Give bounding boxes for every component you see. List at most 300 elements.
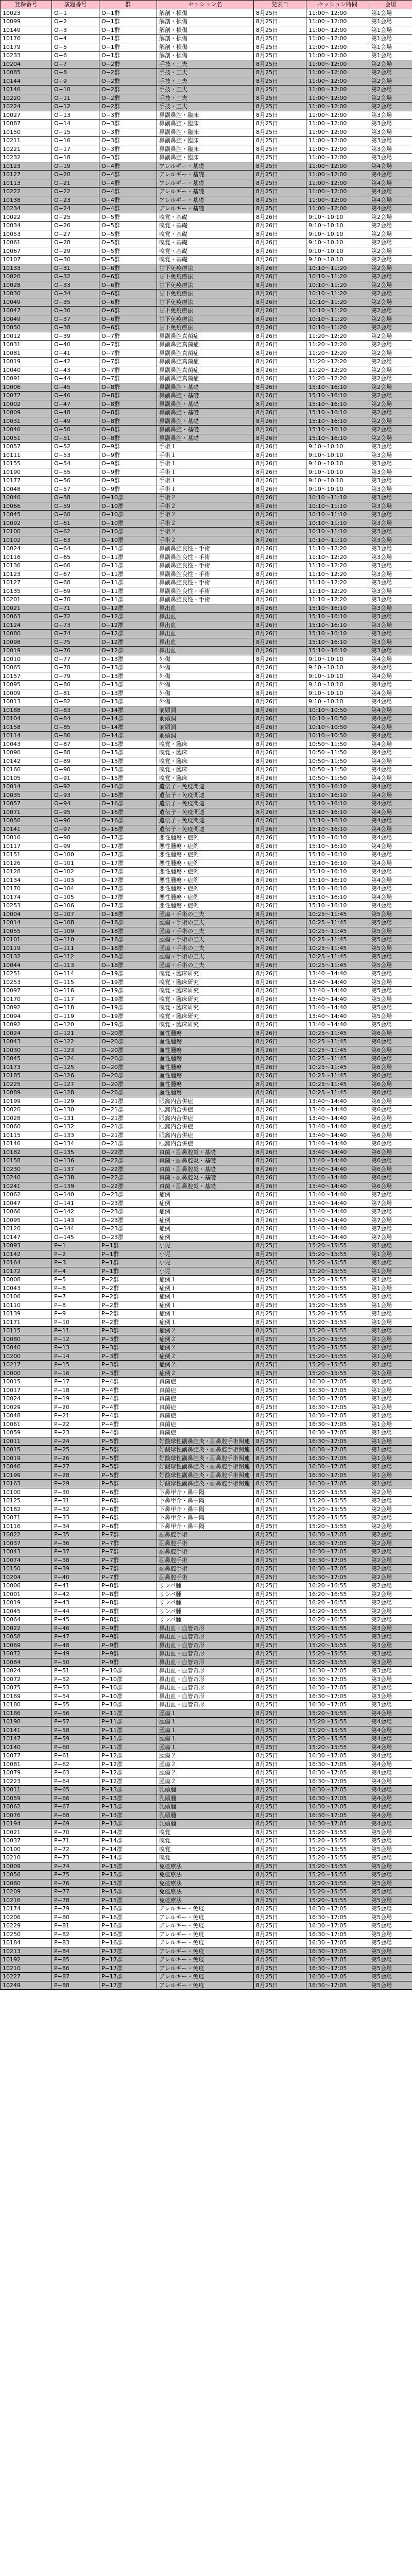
venue-cell: 第5会場 [369, 953, 412, 961]
table-row [1, 77, 412, 86]
table-row [1, 1114, 412, 1123]
date-cell: 8月25日 [254, 1794, 306, 1803]
registration-number-cell: 10114 [1, 732, 52, 740]
time-cell: 9:10〜10:10 [306, 477, 369, 485]
group-cell: P−4群 [99, 1395, 157, 1403]
registration-number-cell: 10008 [1, 1276, 52, 1284]
table-row [1, 613, 412, 621]
abstract-number-cell: O−95 [52, 808, 99, 817]
registration-number-cell: 10135 [1, 587, 52, 596]
registration-number-cell: 10047 [1, 307, 52, 315]
date-cell: 8月25日 [254, 1590, 306, 1599]
session-name-cell: 症例２ [157, 1335, 254, 1344]
registration-number-cell: 10077 [1, 392, 52, 400]
session-name-cell: 免疫療法 [157, 1871, 254, 1879]
registration-number-cell: 10253 [1, 902, 52, 910]
group-cell: P−13群 [99, 1820, 157, 1828]
time-cell: 16:30〜17:05 [306, 1548, 369, 1556]
venue-cell: 第7会場 [369, 1216, 412, 1225]
session-name-cell: 乳頭腫 [157, 1811, 254, 1820]
time-cell: 15:10〜16:10 [306, 902, 369, 910]
date-cell: 8月25日 [254, 1956, 306, 1964]
session-name-cell: アレルギー・基礎 [157, 196, 254, 205]
registration-number-cell: 10090 [1, 749, 52, 757]
registration-number-cell: 10211 [1, 137, 52, 145]
group-cell: P−1群 [99, 1250, 157, 1259]
time-cell: 16:30〜17:05 [306, 1777, 369, 1786]
date-cell: 8月26日 [254, 791, 306, 800]
group-cell: O−12群 [99, 638, 157, 647]
registration-number-cell: 10180 [1, 1701, 52, 1709]
table-row [1, 570, 412, 579]
session-name-cell: 真菌症 [157, 1412, 254, 1420]
venue-cell: 第3会場 [369, 536, 412, 545]
table-row [1, 936, 412, 944]
registration-number-cell: 10198 [1, 1718, 52, 1726]
venue-cell: 第5会場 [369, 936, 412, 944]
venue-cell: 第5会場 [369, 1879, 412, 1888]
table-row [1, 1072, 412, 1080]
table-row [1, 298, 412, 307]
date-cell: 8月26日 [254, 689, 306, 698]
abstract-number-cell: O−118 [52, 1004, 99, 1012]
registration-number-cell: 10098 [1, 638, 52, 647]
registration-number-cell: 10116 [1, 553, 52, 562]
abstract-number-cell: O−61 [52, 519, 99, 528]
table-row [1, 766, 412, 774]
time-cell: 11:00〜12:00 [306, 86, 369, 94]
table-row [1, 1590, 412, 1599]
time-cell: 16:30〜17:05 [306, 1803, 369, 1811]
group-cell: P−14群 [99, 1845, 157, 1854]
abstract-number-cell: O−7 [52, 60, 99, 69]
time-cell: 15:20〜15:55 [306, 1352, 369, 1361]
abstract-number-cell: O−119 [52, 1012, 99, 1021]
venue-cell: 第1会場 [369, 1437, 412, 1446]
abstract-number-cell: O−141 [52, 1199, 99, 1208]
time-cell: 10:25〜11:45 [306, 919, 369, 927]
abstract-number-cell: P−9 [52, 1310, 99, 1318]
abstract-number-cell: P−10 [52, 1318, 99, 1327]
date-cell: 8月26日 [254, 1174, 306, 1182]
session-name-cell: 好酸球性副鼻腔炎・副鼻腔手術関連 [157, 1463, 254, 1471]
abstract-number-cell: O−47 [52, 400, 99, 409]
venue-cell: 第5会場 [369, 961, 412, 970]
date-cell: 8月26日 [254, 400, 306, 409]
date-cell: 8月25日 [254, 86, 306, 94]
date-cell: 8月26日 [254, 766, 306, 774]
abstract-number-cell: P−74 [52, 1862, 99, 1871]
venue-cell: 第2会場 [369, 256, 412, 264]
group-cell: P−12群 [99, 1769, 157, 1777]
abstract-number-cell: O−140 [52, 1191, 99, 1199]
time-cell: 10:25〜11:45 [306, 1038, 369, 1046]
table-row [1, 740, 412, 749]
session-name-cell: 血性腫瘍 [157, 1038, 254, 1046]
date-cell: 8月25日 [254, 35, 306, 43]
registration-number-cell: 10127 [1, 171, 52, 179]
date-cell: 8月26日 [254, 1123, 306, 1131]
venue-cell: 第4会場 [369, 732, 412, 740]
group-cell: O−8群 [99, 426, 157, 434]
date-cell: 8月26日 [254, 434, 306, 443]
session-name-cell: 好酸球性副鼻腔炎・副鼻腔手術関連 [157, 1437, 254, 1446]
venue-cell: 第2会場 [369, 1488, 412, 1497]
table-row [1, 1471, 412, 1480]
group-cell: P−9群 [99, 1633, 157, 1641]
abstract-number-cell: O−145 [52, 1233, 99, 1242]
session-name-cell: 外傷 [157, 672, 254, 681]
registration-number-cell: 10060 [1, 1123, 52, 1131]
group-cell: O−3群 [99, 145, 157, 154]
venue-cell: 第2会場 [369, 1599, 412, 1607]
time-cell: 15:20〜15:55 [306, 1488, 369, 1497]
group-cell: O−2群 [99, 69, 157, 77]
session-name-cell: アレルギー・免疫 [157, 1964, 254, 1973]
table-row [1, 94, 412, 103]
venue-cell: 第5会場 [369, 1964, 412, 1973]
time-cell: 13:40〜14:40 [306, 1225, 369, 1233]
abstract-number-cell: O−142 [52, 1208, 99, 1216]
date-cell: 8月26日 [254, 604, 306, 613]
time-cell: 16:30〜17:05 [306, 1565, 369, 1573]
table-row [1, 859, 412, 868]
time-cell: 16:30〜17:05 [306, 1922, 369, 1930]
time-cell: 9:10〜10:10 [306, 247, 369, 256]
registration-number-cell: 10044 [1, 961, 52, 970]
table-body [1, 9, 412, 1990]
table-row [1, 1199, 412, 1208]
time-cell: 16:30〜17:05 [306, 1760, 369, 1769]
table-row [1, 1624, 412, 1633]
registration-number-cell: 10067 [1, 247, 52, 256]
registration-number-cell: 10200 [1, 1352, 52, 1361]
group-cell: O−17群 [99, 842, 157, 851]
table-row [1, 1182, 412, 1191]
abstract-number-cell: P−7 [52, 1293, 99, 1301]
session-name-cell: 手技・工夫 [157, 103, 254, 111]
venue-cell: 第1会場 [369, 1335, 412, 1344]
abstract-number-cell: P−37 [52, 1548, 99, 1556]
time-cell: 10:25〜11:45 [306, 1080, 369, 1089]
date-cell: 8月25日 [254, 1344, 306, 1352]
session-name-cell: 嗅覚・基礎 [157, 247, 254, 256]
session-name-cell: 症例１ [157, 1276, 254, 1284]
date-cell: 8月25日 [254, 1828, 306, 1837]
abstract-number-cell: P−4 [52, 1267, 99, 1276]
date-cell: 8月25日 [254, 1582, 306, 1590]
group-cell: O−23群 [99, 1191, 157, 1199]
venue-cell: 第1会場 [369, 1310, 412, 1318]
group-cell: O−1群 [99, 9, 157, 18]
abstract-number-cell: P−49 [52, 1650, 99, 1658]
group-cell: O−10群 [99, 519, 157, 528]
group-cell: P−7群 [99, 1565, 157, 1573]
abstract-number-cell: P−87 [52, 1973, 99, 1981]
date-cell: 8月25日 [254, 103, 306, 111]
group-cell: P−16群 [99, 1905, 157, 1913]
registration-number-cell: 10182 [1, 1148, 52, 1157]
abstract-number-cell: O−83 [52, 706, 99, 715]
date-cell: 8月26日 [254, 621, 306, 630]
session-name-cell: 真菌症 [157, 1378, 254, 1386]
time-cell: 16:30〜17:05 [306, 1446, 369, 1454]
time-cell: 11:00〜12:00 [306, 171, 369, 179]
session-name-cell: 外傷 [157, 664, 254, 672]
date-cell: 8月26日 [254, 893, 306, 902]
date-cell: 8月25日 [254, 1743, 306, 1752]
time-cell: 9:10〜10:10 [306, 698, 369, 706]
group-cell: P−9群 [99, 1624, 157, 1633]
table-row [1, 1956, 412, 1964]
venue-cell: 第2会場 [369, 324, 412, 332]
registration-number-cell: 10072 [1, 1650, 52, 1658]
registration-number-cell: 10158 [1, 723, 52, 732]
abstract-number-cell: P−54 [52, 1692, 99, 1701]
date-cell: 8月25日 [254, 1820, 306, 1828]
venue-cell: 第4会場 [369, 1718, 412, 1726]
venue-cell: 第1会場 [369, 1276, 412, 1284]
venue-cell: 第2会場 [369, 1582, 412, 1590]
table-row [1, 868, 412, 876]
registration-number-cell: 10094 [1, 1012, 52, 1021]
session-name-cell: 甘下免疫療法 [157, 307, 254, 315]
session-name-cell: 手技・工夫 [157, 94, 254, 103]
session-name-cell: 免疫療法 [157, 1896, 254, 1905]
date-cell: 8月26日 [254, 630, 306, 638]
session-name-cell: 鼻副鼻腔・臨床 [157, 137, 254, 145]
venue-cell: 第3会場 [369, 154, 412, 162]
session-name-cell: 嗅覚・基礎 [157, 256, 254, 264]
date-cell: 8月25日 [254, 120, 306, 128]
registration-number-cell: 10164 [1, 1259, 52, 1267]
venue-cell: 第2会場 [369, 281, 412, 290]
table-row [1, 1055, 412, 1063]
table-row [1, 842, 412, 851]
venue-cell: 第2会場 [369, 60, 412, 69]
date-cell: 8月26日 [254, 1148, 306, 1157]
group-cell: P−9群 [99, 1650, 157, 1658]
table-row [1, 1480, 412, 1488]
group-cell: O−13群 [99, 689, 157, 698]
session-name-cell: 眼窩内合併症 [157, 1123, 254, 1131]
abstract-number-cell: O−92 [52, 783, 99, 791]
abstract-number-cell: O−3 [52, 26, 99, 35]
session-name-cell: アレルギー・免疫 [157, 1930, 254, 1939]
date-cell: 8月26日 [254, 349, 306, 358]
registration-number-cell: 10223 [1, 1777, 52, 1786]
registration-number-cell: 10233 [1, 52, 52, 60]
venue-cell: 第2会場 [369, 409, 412, 417]
group-cell: P−6群 [99, 1488, 157, 1497]
group-cell: O−20群 [99, 1063, 157, 1072]
table-row [1, 315, 412, 324]
registration-number-cell: 10093 [1, 1242, 52, 1250]
date-cell: 8月25日 [254, 1573, 306, 1582]
date-cell: 8月25日 [254, 196, 306, 205]
registration-number-cell: 10016 [1, 834, 52, 842]
venue-cell: 第3会場 [369, 1692, 412, 1701]
venue-cell: 第2会場 [369, 1590, 412, 1599]
time-cell: 9:10〜10:10 [306, 689, 369, 698]
group-cell: O−11群 [99, 545, 157, 553]
venue-cell: 第4会場 [369, 698, 412, 706]
session-name-cell: 手技・工夫 [157, 77, 254, 86]
time-cell: 15:10〜16:10 [306, 859, 369, 868]
time-cell: 10:10〜11:10 [306, 494, 369, 502]
date-cell: 8月26日 [254, 936, 306, 944]
table-row [1, 494, 412, 502]
registration-number-cell: 10017 [1, 1386, 52, 1395]
date-cell: 8月26日 [254, 987, 306, 995]
group-cell: O−22群 [99, 1157, 157, 1165]
registration-number-cell: 10022 [1, 1531, 52, 1539]
date-cell: 8月26日 [254, 324, 306, 332]
time-cell: 16:20〜16:55 [306, 1582, 369, 1590]
date-cell: 8月25日 [254, 52, 306, 60]
venue-cell: 第3会場 [369, 1633, 412, 1641]
venue-cell: 第2会場 [369, 392, 412, 400]
venue-cell: 第4会場 [369, 842, 412, 851]
table-row [1, 647, 412, 655]
group-cell: P−10群 [99, 1701, 157, 1709]
time-cell: 11:00〜12:00 [306, 162, 369, 171]
venue-cell: 第4会場 [369, 1769, 412, 1777]
session-name-cell: 小児 [157, 1250, 254, 1259]
table-row [1, 1650, 412, 1658]
abstract-number-cell: P−84 [52, 1947, 99, 1956]
group-cell: O−22群 [99, 1165, 157, 1174]
abstract-number-cell: P−64 [52, 1777, 99, 1786]
time-cell: 15:20〜15:55 [306, 1522, 369, 1531]
venue-cell: 第2会場 [369, 400, 412, 409]
table-row [1, 196, 412, 205]
header-abstract-number: 演題番号 [52, 1, 99, 9]
venue-cell: 第4会場 [369, 825, 412, 834]
registration-number-cell: 10051 [1, 434, 52, 443]
venue-cell: 第2会場 [369, 426, 412, 434]
time-cell: 15:10〜16:10 [306, 613, 369, 621]
registration-number-cell: 10147 [1, 1233, 52, 1242]
table-row [1, 1981, 412, 1990]
registration-number-cell: 10010 [1, 655, 52, 664]
group-cell: P−3群 [99, 1369, 157, 1378]
abstract-number-cell: O−28 [52, 239, 99, 247]
registration-number-cell: 10142 [1, 757, 52, 766]
registration-number-cell: 10004 [1, 910, 52, 919]
abstract-number-cell: O−59 [52, 502, 99, 511]
registration-number-cell: 10046 [1, 1463, 52, 1471]
venue-cell: 第1会場 [369, 1369, 412, 1378]
abstract-number-cell: O−84 [52, 715, 99, 723]
date-cell: 8月26日 [254, 876, 306, 885]
group-cell: P−17群 [99, 1973, 157, 1981]
group-cell: O−17群 [99, 868, 157, 876]
registration-number-cell: 10115 [1, 1327, 52, 1335]
abstract-number-cell: O−103 [52, 876, 99, 885]
abstract-number-cell: O−123 [52, 1046, 99, 1055]
time-cell: 15:20〜15:55 [306, 1259, 369, 1267]
session-name-cell: 悪性腫瘍・症例 [157, 851, 254, 859]
date-cell: 8月25日 [254, 18, 306, 26]
table-row [1, 1378, 412, 1386]
table-row [1, 1437, 412, 1446]
group-cell: P−15群 [99, 1896, 157, 1905]
venue-cell: 第3会場 [369, 494, 412, 502]
registration-number-cell: 10061 [1, 239, 52, 247]
registration-number-cell: 10204 [1, 60, 52, 69]
venue-cell: 第6会場 [369, 1182, 412, 1191]
abstract-number-cell: P−62 [52, 1760, 99, 1769]
date-cell: 8月25日 [254, 1471, 306, 1480]
venue-cell: 第2会場 [369, 69, 412, 77]
table-row [1, 1743, 412, 1752]
registration-number-cell: 10046 [1, 494, 52, 502]
registration-number-cell: 10209 [1, 1888, 52, 1896]
registration-number-cell: 10174 [1, 1905, 52, 1913]
time-cell: 15:20〜15:55 [306, 1633, 369, 1641]
date-cell: 8月26日 [254, 1157, 306, 1165]
date-cell: 8月25日 [254, 154, 306, 162]
table-row [1, 1514, 412, 1522]
registration-number-cell: 10050 [1, 324, 52, 332]
date-cell: 8月26日 [254, 919, 306, 927]
group-cell: O−8群 [99, 417, 157, 426]
session-name-cell: 症例２ [157, 1327, 254, 1335]
table-row [1, 1225, 412, 1233]
registration-number-cell: 10035 [1, 791, 52, 800]
session-name-cell: 好酸球性副鼻腔炎・副鼻腔手術関連 [157, 1446, 254, 1454]
table-row [1, 1531, 412, 1539]
table-row [1, 502, 412, 511]
table-row [1, 1522, 412, 1531]
group-cell: O−17群 [99, 859, 157, 868]
time-cell: 9:10〜10:10 [306, 672, 369, 681]
session-name-cell: 鼻出血・血管奇形 [157, 1701, 254, 1709]
group-cell: O−19群 [99, 978, 157, 987]
abstract-number-cell: O−25 [52, 213, 99, 222]
venue-cell: 第2会場 [369, 1505, 412, 1514]
group-cell: P−4群 [99, 1386, 157, 1395]
registration-number-cell: 10024 [1, 545, 52, 553]
session-name-cell: 腫瘍・手術の工夫 [157, 927, 254, 936]
venue-cell: 第1会場 [369, 26, 412, 35]
session-name-cell: 真菌・副鼻腔炎・基礎 [157, 1174, 254, 1182]
group-cell: O−6群 [99, 290, 157, 298]
date-cell: 8月25日 [254, 205, 306, 213]
table-row [1, 1692, 412, 1701]
registration-number-cell: 10080 [1, 630, 52, 638]
time-cell: 11:00〜12:00 [306, 43, 369, 52]
session-name-cell: 悪性腫瘍・症例 [157, 902, 254, 910]
table-row [1, 18, 412, 26]
table-row [1, 1463, 412, 1471]
time-cell: 11:20〜12:20 [306, 358, 369, 366]
group-cell: O−13群 [99, 681, 157, 689]
session-name-cell: 症例１ [157, 1284, 254, 1293]
date-cell: 8月25日 [254, 1386, 306, 1395]
abstract-number-cell: O−57 [52, 485, 99, 494]
session-name-cell: 鼻出血・血管奇形 [157, 1675, 254, 1684]
group-cell: O−23群 [99, 1233, 157, 1242]
time-cell: 10:10〜11:10 [306, 536, 369, 545]
abstract-number-cell: O−2 [52, 18, 99, 26]
abstract-number-cell: O−42 [52, 358, 99, 366]
time-cell: 15:10〜16:10 [306, 834, 369, 842]
registration-number-cell: 10011 [1, 1437, 52, 1446]
group-cell: O−20群 [99, 1038, 157, 1046]
table-row [1, 732, 412, 740]
